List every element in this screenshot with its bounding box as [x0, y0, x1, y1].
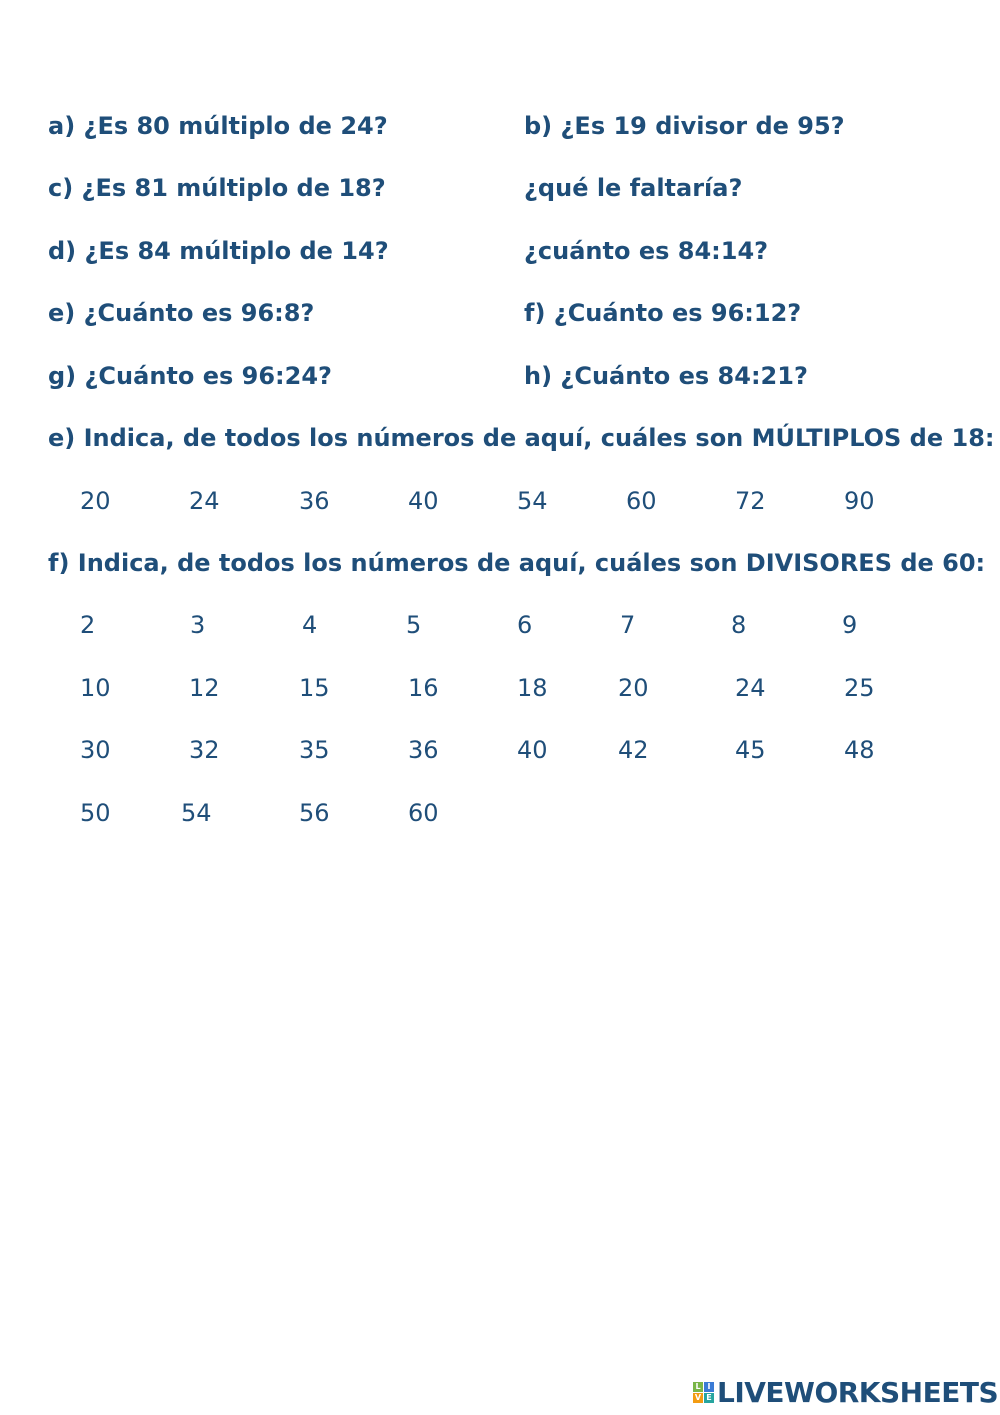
divisor-candidate: 3	[190, 611, 206, 639]
multiples-prompt: e) Indica, de todos los números de aquí, cuáles son MÚLTIPLOS de 18:	[48, 424, 995, 452]
multiple-candidate: 54	[517, 487, 548, 515]
question-e: e) ¿Cuánto es 96:8?	[48, 299, 315, 327]
multiple-candidate: 20	[80, 487, 111, 515]
divisor-candidate: 25	[844, 674, 875, 702]
divisor-candidate: 8	[731, 611, 747, 639]
divisor-candidate: 56	[299, 799, 330, 827]
divisor-candidate: 10	[80, 674, 111, 702]
multiple-candidate: 60	[626, 487, 657, 515]
divisors-prompt: f) Indica, de todos los números de aquí, cuáles son DIVISORES de 60:	[48, 549, 986, 577]
multiple-candidate: 40	[408, 487, 439, 515]
question-g: g) ¿Cuánto es 96:24?	[48, 362, 332, 390]
divisor-candidate: 9	[842, 611, 858, 639]
divisor-candidate: 32	[189, 736, 220, 764]
logo-mark-letter: I	[704, 1382, 714, 1392]
divisor-candidate: 35	[299, 736, 330, 764]
question-a: a) ¿Es 80 múltiplo de 24?	[48, 112, 388, 140]
question-h: h) ¿Cuánto es 84:21?	[524, 362, 808, 390]
question-d: d) ¿Es 84 múltiplo de 14?	[48, 237, 389, 265]
divisor-candidate: 40	[517, 736, 548, 764]
logo-mark-letter: E	[704, 1393, 714, 1403]
divisor-candidate: 5	[406, 611, 422, 639]
logo-mark-letter: V	[694, 1392, 702, 1402]
question-c: c) ¿Es 81 múltiplo de 18?	[48, 174, 386, 202]
multiple-candidate: 90	[844, 487, 875, 515]
question-f: f) ¿Cuánto es 96:12?	[524, 299, 802, 327]
logo-mark-letter: L	[693, 1382, 703, 1392]
divisor-candidate: 48	[844, 736, 875, 764]
divisor-candidate: 54	[181, 799, 212, 827]
logo-mark-icon	[693, 1382, 714, 1403]
divisor-candidate: 30	[80, 736, 111, 764]
divisor-candidate: 15	[299, 674, 330, 702]
multiple-candidate: 36	[299, 487, 330, 515]
multiple-candidate: 24	[189, 487, 220, 515]
divisor-candidate: 2	[80, 611, 96, 639]
divisor-candidate: 50	[80, 799, 111, 827]
liveworksheets-logo[interactable]	[693, 1375, 998, 1409]
divisor-candidate: 36	[408, 736, 439, 764]
divisor-candidate: 7	[620, 611, 636, 639]
divisor-candidate: 16	[408, 674, 439, 702]
divisor-candidate: 18	[517, 674, 548, 702]
divisor-candidate: 6	[517, 611, 533, 639]
divisor-candidate: 12	[189, 674, 220, 702]
divisor-candidate: 42	[618, 736, 649, 764]
logo-text: LIVEWORKSHEETS	[717, 1375, 999, 1409]
question-b: b) ¿Es 19 divisor de 95?	[524, 112, 845, 140]
question-d-follow-up: ¿cuánto es 84:14?	[524, 237, 769, 265]
divisor-candidate: 24	[735, 674, 766, 702]
multiple-candidate: 72	[735, 487, 766, 515]
divisor-candidate: 4	[302, 611, 318, 639]
divisor-candidate: 60	[408, 799, 439, 827]
question-c-follow-up: ¿qué le faltaría?	[524, 174, 743, 202]
divisor-candidate: 20	[618, 674, 649, 702]
divisor-candidate: 45	[735, 736, 766, 764]
